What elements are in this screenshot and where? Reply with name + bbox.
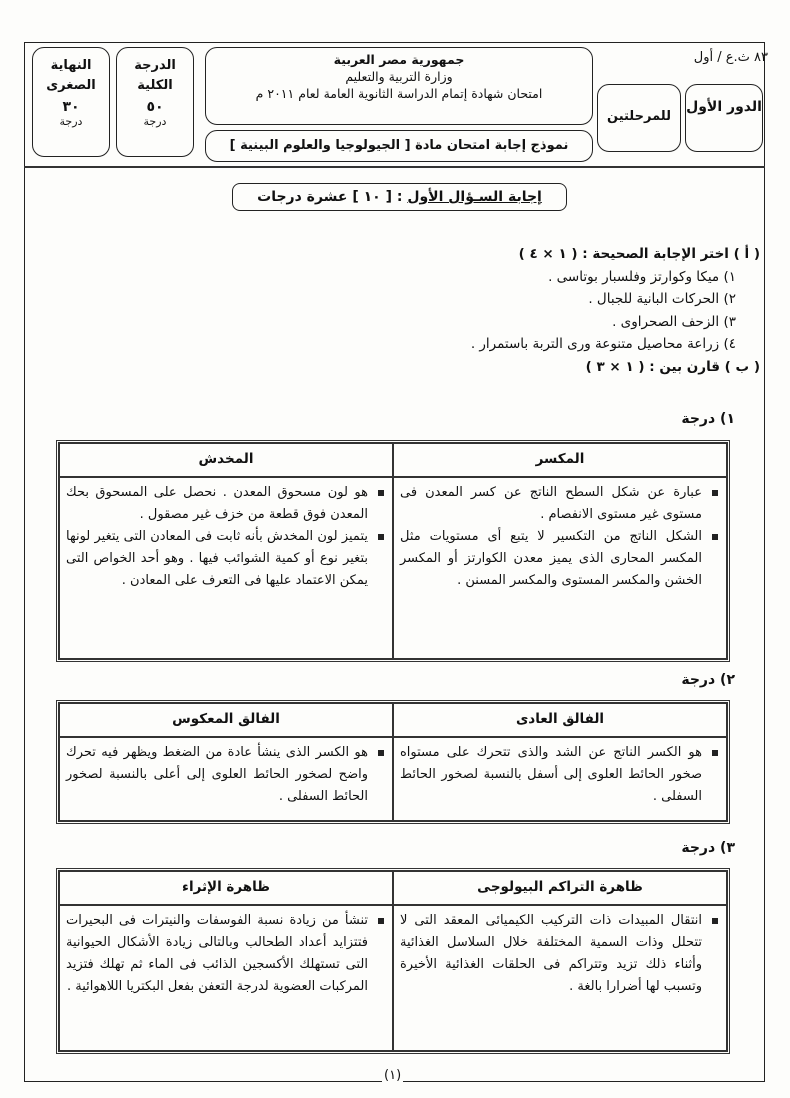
bullet-point: الشكل الناتج من التكسير لا يتبع أى مستويات مثل المكسر المحارى الذى يميز معدن الكوارتز أو المكسر الخشن والمكسر المستوى والمكسر المسنن . (400, 526, 720, 592)
header-separator (24, 166, 765, 168)
table-cell (393, 737, 727, 821)
answer-1: ١) ميكا وكوارتز وفلسبار بوتاسى . (548, 268, 736, 285)
min-grade-label-1: النهاية (50, 58, 92, 73)
comparison-3-label: ٣) درجة (681, 840, 735, 856)
exam-round-box (685, 84, 763, 152)
title-box (205, 47, 593, 125)
answer-3: ٣) الزحف الصحراوى . (612, 313, 736, 330)
table-header: ظاهرة الإثراء (59, 871, 393, 905)
title-line-2: وزارة التربية والتعليم (345, 69, 453, 84)
table-header: المكسر (393, 443, 727, 477)
total-grade-label-1: الدرجة (134, 58, 176, 73)
total-grade-label-2: الكلية (137, 78, 173, 93)
min-grade-label-2: الصغرى (46, 78, 96, 93)
table-header: المخدش (59, 443, 393, 477)
subject-title: نموذج إجابة امتحان مادة [ الجيولوجيا والعلوم البينية ] (229, 138, 569, 153)
bullet-point: هو الكسر الذى ينشأ عادة من الضغط ويظهر فيه تحرك واضح لصخور الحائط العلوى إلى أعلى بالنسبة لصخور الحائط السفلى . (66, 742, 386, 808)
table-header: الفالق العادى (393, 703, 727, 737)
table-header: الفالق المعكوس (59, 703, 393, 737)
total-grade-value: ٥٠ (146, 99, 164, 115)
exam-round: الدور الأول (686, 99, 762, 115)
comparison-table-3 (56, 868, 730, 1054)
total-grade-unit: درجة (143, 115, 167, 128)
table-cell (393, 477, 727, 659)
bullet-point: هو الكسر الناتج عن الشد والذى تتحرك على مستواه صخور الحائط العلوى إلى أسفل بالنسبة لصخور الحائط السفلى . (400, 742, 720, 808)
title-line-3: امتحان شهادة إتمام الدراسة الثانوية العامة لعام ٢٠١١ م (255, 86, 543, 101)
title-line-1: جمهورية مصر العربية (333, 52, 465, 67)
comparison-2-label: ٢) درجة (681, 672, 735, 688)
comparison-1-label: ١) درجة (681, 411, 735, 427)
table-cell (59, 905, 393, 1051)
answer-4: ٤) زراعة محاصيل متنوعة ورى التربة باستمرار . (470, 336, 736, 352)
part-a-heading: ( أ ) اختر الإجابة الصحيحة : ( ١ × ٤ ) (518, 246, 760, 262)
min-grade-box (32, 47, 110, 157)
part-b-heading: ( ب ) قارن بين : ( ١ × ٣ ) (585, 358, 760, 375)
comparison-table-2 (56, 700, 730, 824)
total-grade-box (116, 47, 194, 157)
part-a (471, 243, 760, 378)
bullet-point: يتميز لون المخدش بأنه ثابت فى المعادن التى يتغير لونها بتغير نوع أو كمية الشوائب فيها . وهو أحد الخواص التى يمكن الاعتماد عليها فى التعرف على المعادن . (66, 526, 386, 592)
comparison-table-1 (56, 440, 730, 662)
bullet-point: تنشأ من زيادة نسبة الفوسفات والنيترات فى البحيرات فتتزايد أعداد الطحالب وبالتالى زيادة الأشكال الحيوانية التى تستهلك الأكسجين الذائب فى الماء ثم تهلك فتزيد المركبات العضوية لدرجة التعفن بفعل البكتريا اللاهوائية . (66, 910, 386, 998)
bullet-point: هو لون مسحوق المعدن . نحصل على المسحوق بحك المعدن فوق قطعة من خزف غير مصقول . (66, 482, 386, 526)
table-cell (59, 737, 393, 821)
exam-code: ٨٣ ث.ع / أول (693, 50, 768, 65)
min-grade-value: ٣٠ (62, 99, 80, 115)
stages-label: للمرحلتين (607, 109, 671, 124)
question-title-prefix: إجابة السـؤال الأول (407, 189, 542, 205)
table-cell (59, 477, 393, 659)
page-number: (١) (384, 1068, 402, 1083)
min-grade-unit: درجة (59, 115, 83, 128)
question-title (232, 183, 567, 211)
answer-2: ٢) الحركات البانية للجبال . (588, 291, 736, 307)
bullet-point: انتقال المبيدات ذات التركيب الكيميائى المعقد التى لا تتحلل وذات السمية المختلفة خلال السلاسل الغذائية وأثناء ذلك تزيد وتتراكم فى الحلقات الغذائية الأخيرة وتسبب لها أضرارا بالغة . (400, 910, 720, 998)
table-cell (393, 905, 727, 1051)
question-title-rest: : [ ١٠ ] عشرة درجات (257, 189, 408, 205)
bullet-point: عبارة عن شكل السطح الناتج عن كسر المعدن فى مستوى غير مستوى الانفصام . (400, 482, 720, 526)
stages-box (597, 84, 681, 152)
subject-box (205, 130, 593, 162)
table-header: ظاهرة التراكم البيولوجى (393, 871, 727, 905)
